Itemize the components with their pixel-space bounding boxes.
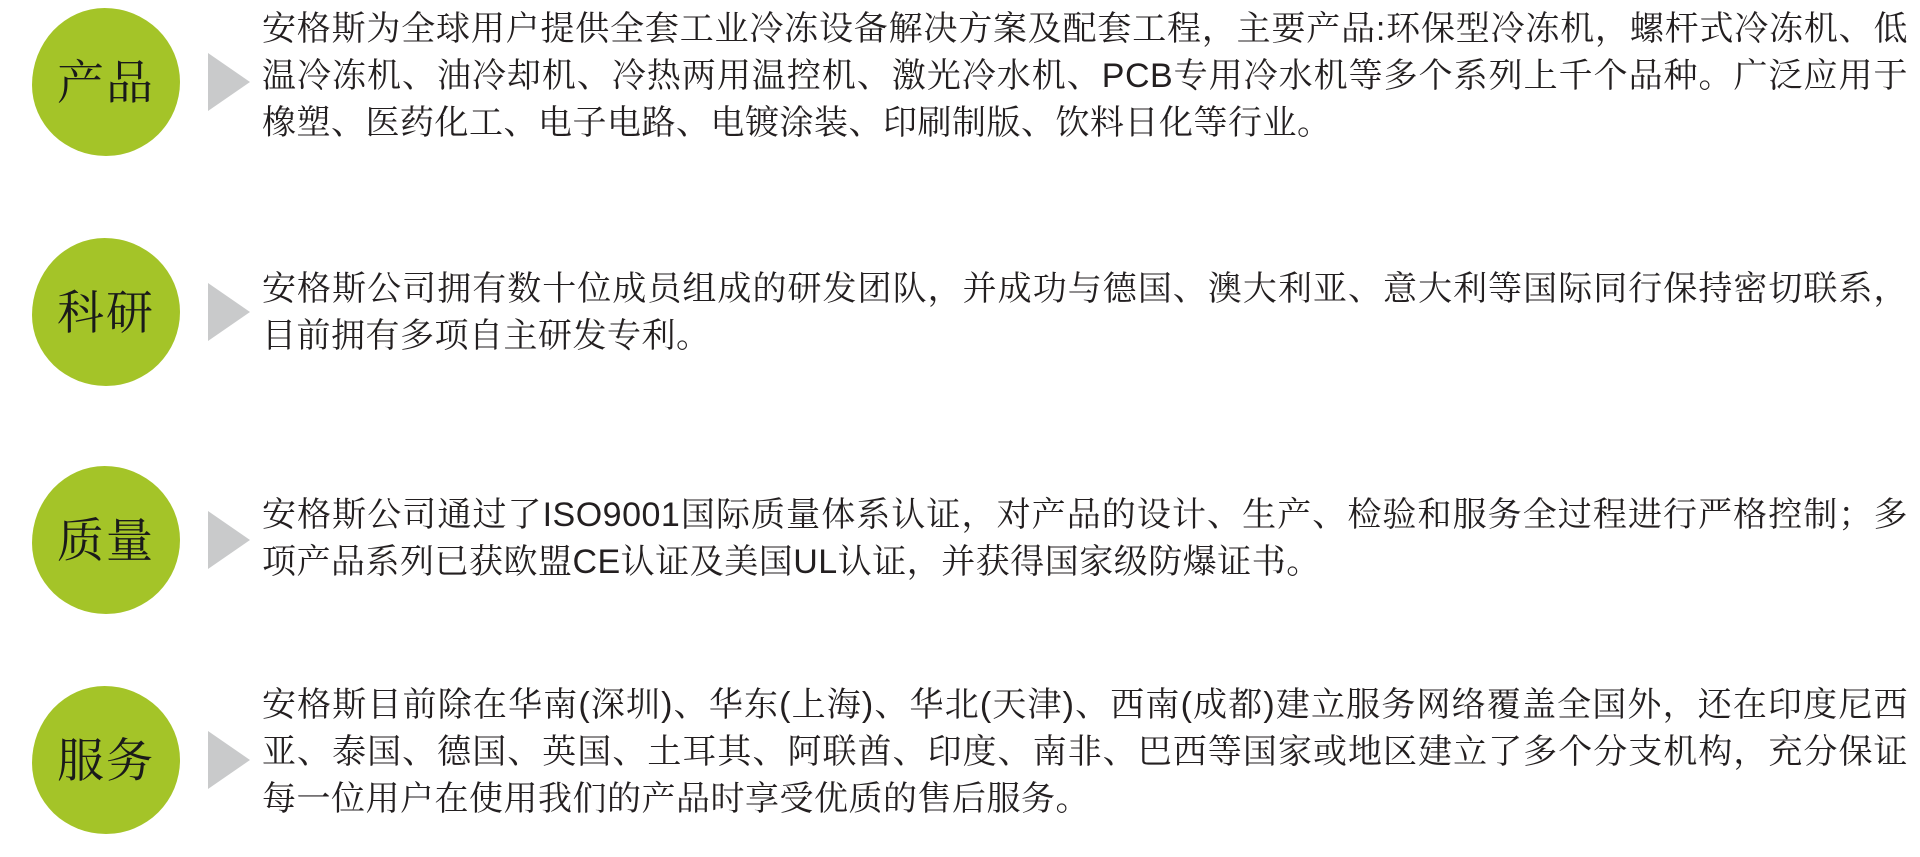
arrow-right-icon [208,511,250,569]
section-badge-label: 服务 [57,733,155,787]
section-badge-circle [32,466,180,614]
section-paragraph: 安格斯目前除在华南(深圳)、华东(上海)、华北(天津)、西南(成都)建立服务网络覆盖全国外，还在印度尼西亚、泰国、德国、英国、土耳其、阿联酋、印度、南非、巴西等国家或地区建立了多个分支机构，充分保证每一位用户在使用我们的产品时享受优质的售后服务。 [262,686,1908,818]
section-paragraph: 安格斯为全球用户提供全套工业冷冻设备解决方案及配套工程，主要产品:环保型冷冻机，螺杆式冷冻机、低温冷冻机、油冷却机、冷热两用温控机、激光冷水机、PCB专用冷水机等多个系列上千个品种。广泛应用于橡塑、医药化工、电子电路、电镀涂装、印刷制版、饮料日化等行业。 [262,10,1908,142]
section-badge-label: 质量 [57,513,155,567]
section-badge-circle [32,8,180,156]
section-badge-label: 科研 [57,285,155,339]
section-paragraph: 安格斯公司拥有数十位成员组成的研发团队，并成功与德国、澳大利亚、意大利等国际同行保持密切联系，目前拥有多项自主研发专利。 [262,270,1908,355]
arrow-right-icon [208,731,250,789]
arrow-right-icon [208,53,250,111]
arrow-right-icon [208,283,250,341]
section-paragraph: 安格斯公司通过了ISO9001国际质量体系认证，对产品的设计、生产、检验和服务全过程进行严格控制；多项产品系列已获欧盟CE认证及美国UL认证，并获得国家级防爆证书。 [262,496,1908,581]
section-badge-circle [32,238,180,386]
section-badge-label: 产品 [57,55,155,109]
section-badge-circle [32,686,180,834]
